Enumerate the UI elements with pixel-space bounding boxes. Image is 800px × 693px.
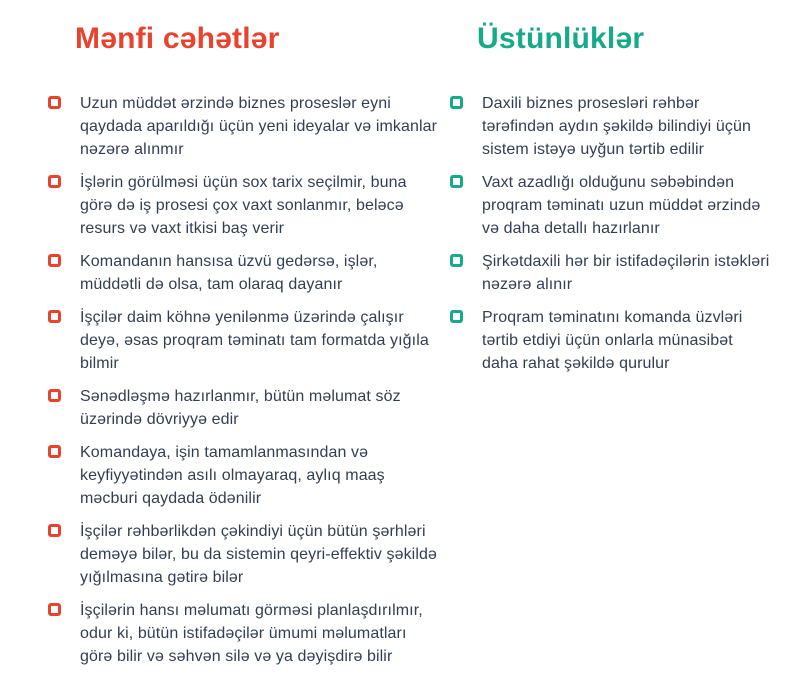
list-item <box>48 306 440 375</box>
list-item-text: Uzun müddət ərzində biznes proseslər eyni qaydada aparıldığı üçün yeni ideyalar və imkanlar nəzərə alınmır <box>80 95 438 158</box>
list-item <box>48 520 440 589</box>
checkbox-icon <box>450 175 463 188</box>
list-item-text: İşçilərin hansı məlumatı görməsi planlaşdırılmır, odur ki, bütün istifadəçilər ümumi məlumatları görə bilir və səhvən silə və ya dəyişdirə bilir <box>80 602 423 665</box>
positive-column <box>450 22 770 385</box>
list-item-text: Proqram təminatını komanda üzvləri tərtib etdiyi üçün onlarla münasibət daha rahat şəkildə qurulur <box>482 309 743 372</box>
list-item <box>48 92 440 161</box>
checkbox-icon <box>48 445 61 458</box>
list-item <box>48 171 440 240</box>
list-item-text: İşçilər rəhbərlikdən çəkindiyi üçün bütün şərhləri deməyə bilər, bu da sistemin qeyri-effektiv şəkildə yığılmasına gətirə bilər <box>80 523 437 586</box>
negatives-list <box>48 92 440 668</box>
negative-column <box>48 22 440 678</box>
list-item-text: Daxili biznes prosesləri rəhbər tərəfindən aydın şəkildə bilindiyi üçün sistem istəyə uyğun tərtib edilir <box>482 95 751 158</box>
list-item-text: Şirkətdaxili hər bir istifadəçilərin istəkləri nəzərə alınır <box>482 253 770 293</box>
list-item <box>48 599 440 668</box>
negatives-title: Mənfi cəhətlər <box>75 22 280 55</box>
list-item <box>450 250 770 296</box>
list-item <box>450 92 770 161</box>
checkbox-icon <box>450 310 463 323</box>
list-item-text: Sənədləşmə hazırlanmır, bütün məlumat söz üzərində dövriyyə edir <box>80 388 401 428</box>
list-item <box>48 250 440 296</box>
list-item-text: Vaxt azadlığı olduğunu səbəbindən proqram təminatı uzun müddət ərzində və daha detallı hazırlanır <box>482 174 761 237</box>
list-item-text: İşçilər daim köhnə yenilənmə üzərində çalışır deyə, əsas proqram təminatı tam formatda yığıla bilmir <box>80 309 429 372</box>
checkbox-icon <box>450 96 463 109</box>
checkbox-icon <box>48 310 61 323</box>
checkbox-icon <box>48 175 61 188</box>
checkbox-icon <box>450 254 463 267</box>
checkbox-icon <box>48 524 61 537</box>
list-item <box>450 171 770 240</box>
list-item-text: Komandaya, işin tamamlanmasından və keyfiyyətindən asılı olmayaraq, aylıq maaş məcburi qaydada ödənilir <box>80 444 385 507</box>
list-item <box>48 441 440 510</box>
positives-title: Üstünlüklər <box>477 22 645 55</box>
checkbox-icon <box>48 254 61 267</box>
checkbox-icon <box>48 389 61 402</box>
list-item <box>450 306 770 375</box>
positives-list <box>450 92 770 375</box>
list-item <box>48 385 440 431</box>
list-item-text: Komandanın hansısa üzvü gedərsə, işlər, müddətli də olsa, tam olaraq dayanır <box>80 253 378 293</box>
checkbox-icon <box>48 603 61 616</box>
checkbox-icon <box>48 96 61 109</box>
list-item-text: İşlərin görülməsi üçün sox tarix seçilmir, buna görə də iş prosesi çox vaxt sonlanmır, beləcə resurs və vaxt itkisi baş verir <box>80 174 407 237</box>
